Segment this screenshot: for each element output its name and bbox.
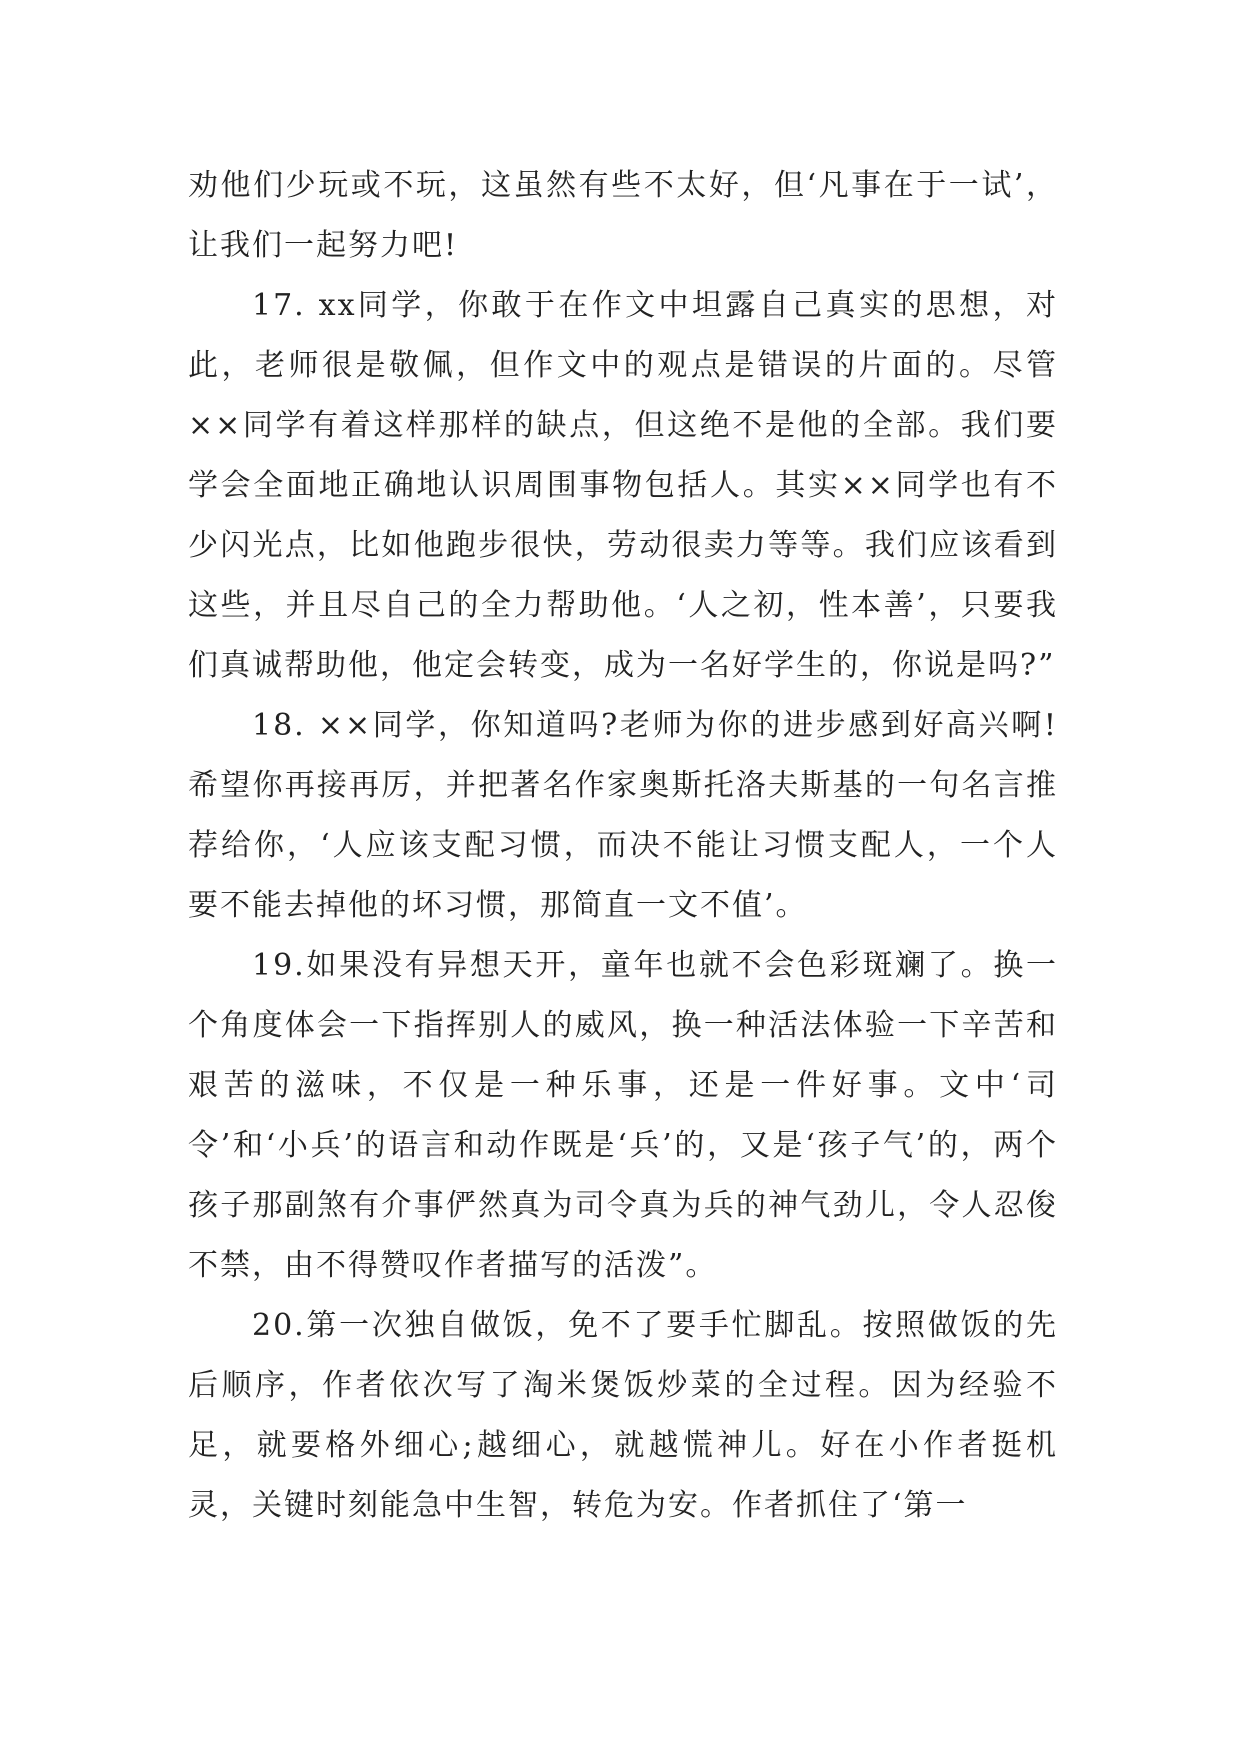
paragraph-continuation: 劝他们少玩或不玩，这虽然有些不太好，但‘凡事在于一试’，让我们一起努力吧! xyxy=(188,168,1058,263)
paragraph-comment-17: 17. xx同学，你敢于在作文中坦露自己真实的思想，对此，老师很是敬佩，但作文中的观点是错误的片面的。尽管××同学有着这样那样的缺点，但这绝不是他的全部。我们要学会全面地正确地认识周围事物包括人。其实××同学也有不少闪光点，比如他跑步很快，劳动很卖力等等。我们应该看到这些，并且尽自己的全力帮助他。‘人之初，性本善’，只要我们真诚帮助他，他定会转变，成为一名好学生的，你说是吗?” xyxy=(188,288,1058,683)
paragraph-comment-18: 18. ××同学，你知道吗?老师为你的进步感到好高兴啊!希望你再接再厉，并把著名作家奥斯托洛夫斯基的一句名言推荐给你，‘人应该支配习惯，而决不能让习惯支配人，一个人要不能去掉他的坏习惯，那简直一文不值’。 xyxy=(188,708,1058,923)
paragraph-comment-19: 19.如果没有异想天开，童年也就不会色彩斑斓了。换一个角度体会一下指挥别人的威风，换一种活法体验一下辛苦和艰苦的滋味，不仅是一种乐事，还是一件好事。文中‘司令’和‘小兵’的语言和动作既是‘兵’的，又是‘孩子气’的，两个孩子那副煞有介事俨然真为司令真为兵的神气劲儿，令人忍俊不禁，由不得赞叹作者描写的活泼”。 xyxy=(188,948,1058,1283)
document-body xyxy=(188,156,1058,1536)
paragraph-comment-20: 20.第一次独自做饭，免不了要手忙脚乱。按照做饭的先后顺序，作者依次写了淘米煲饭炒菜的全过程。因为经验不足，就要格外细心;越细心，就越慌神儿。好在小作者挺机灵，关键时刻能急中生智，转危为安。作者抓住了‘第一 xyxy=(188,1308,1058,1523)
